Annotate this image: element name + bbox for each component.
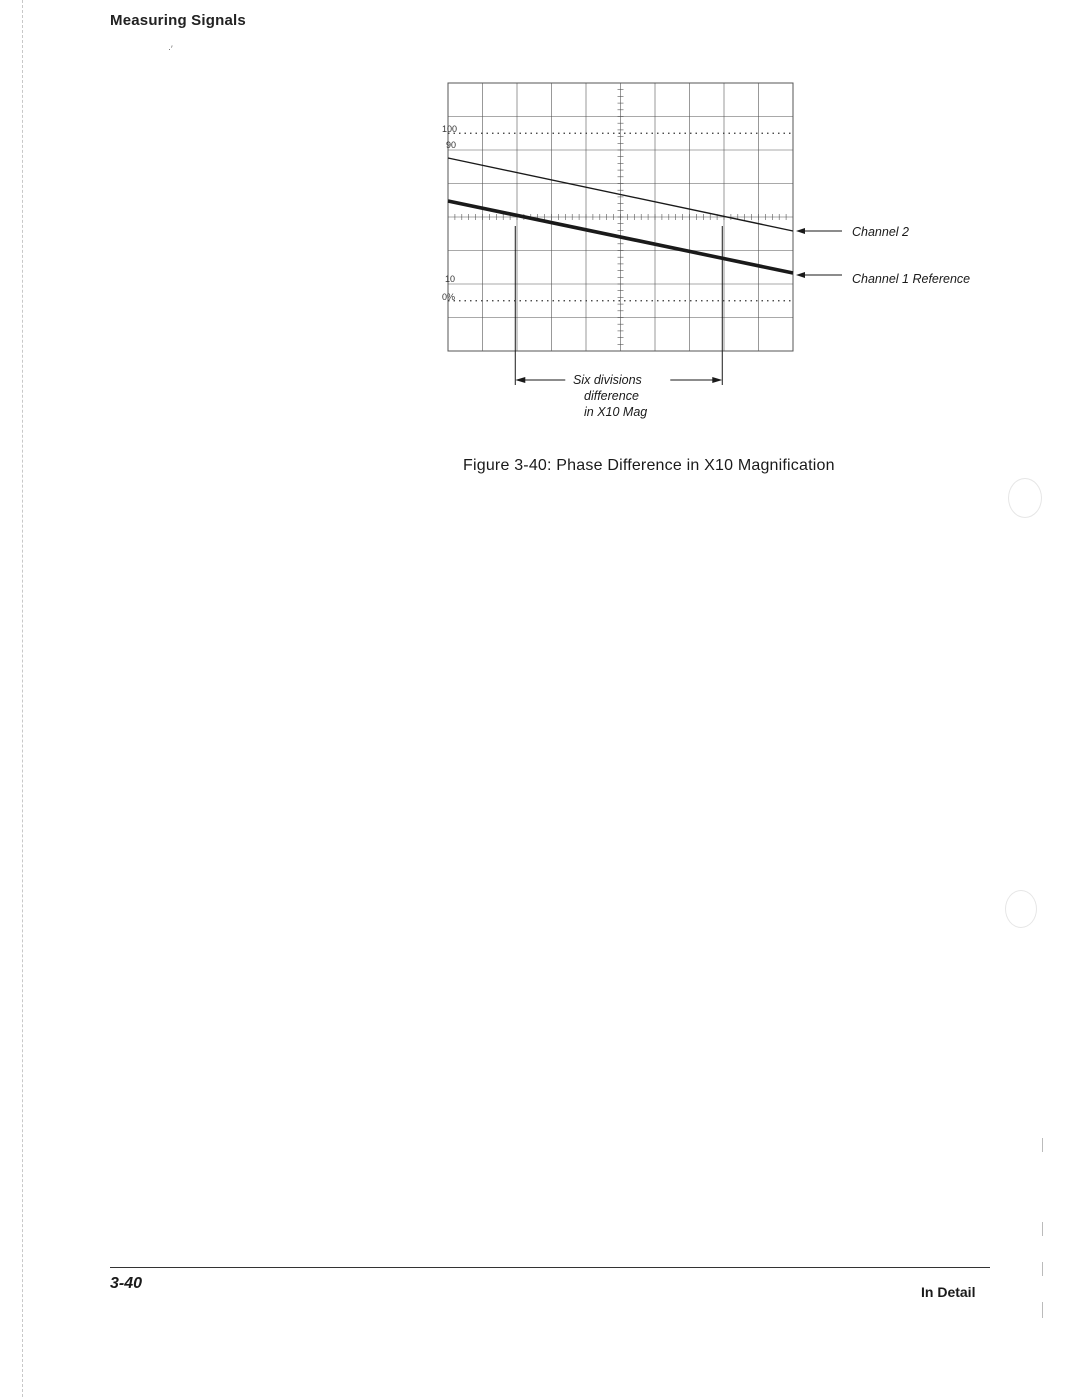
span-label-line-2: difference bbox=[584, 389, 639, 403]
oscilloscope-figure bbox=[430, 75, 1020, 435]
span-label-line-1: Six divisions bbox=[573, 373, 642, 387]
footer-rule bbox=[110, 1267, 990, 1268]
y-label-90: 90 bbox=[446, 140, 457, 150]
edge-tick-3 bbox=[1042, 1262, 1043, 1276]
channel-2-label: Channel 2 bbox=[852, 225, 909, 239]
span-arrow-right-head bbox=[712, 377, 722, 383]
y-label-0-percent: 0% bbox=[442, 292, 456, 302]
scan-artifact-ring-2 bbox=[1005, 890, 1037, 928]
figure-caption: Figure 3-40: Phase Difference in X10 Magnification bbox=[463, 457, 835, 474]
channel-2-pointer-head bbox=[796, 228, 805, 234]
channel-1-reference-label: Channel 1 Reference bbox=[852, 272, 971, 286]
y-label-100: 100 bbox=[442, 124, 458, 134]
edge-tick-1 bbox=[1042, 1138, 1043, 1152]
running-header: Measuring Signals bbox=[110, 12, 246, 29]
span-arrow-left-head bbox=[515, 377, 525, 383]
page-number: 3-40 bbox=[110, 1275, 143, 1292]
page-binding-edge bbox=[22, 0, 23, 1397]
graticule-diagram bbox=[430, 75, 1020, 435]
edge-tick-2 bbox=[1042, 1222, 1043, 1236]
channel-1-pointer-head bbox=[796, 272, 805, 278]
span-label-line-3: in X10 Mag bbox=[584, 405, 648, 419]
edge-tick-4 bbox=[1042, 1302, 1043, 1318]
scan-speck: ·′ bbox=[168, 44, 173, 54]
scan-artifact-ring-1 bbox=[1008, 478, 1042, 518]
y-label-10: 10 bbox=[445, 274, 456, 284]
footer-chapter: In Detail bbox=[921, 1284, 976, 1300]
